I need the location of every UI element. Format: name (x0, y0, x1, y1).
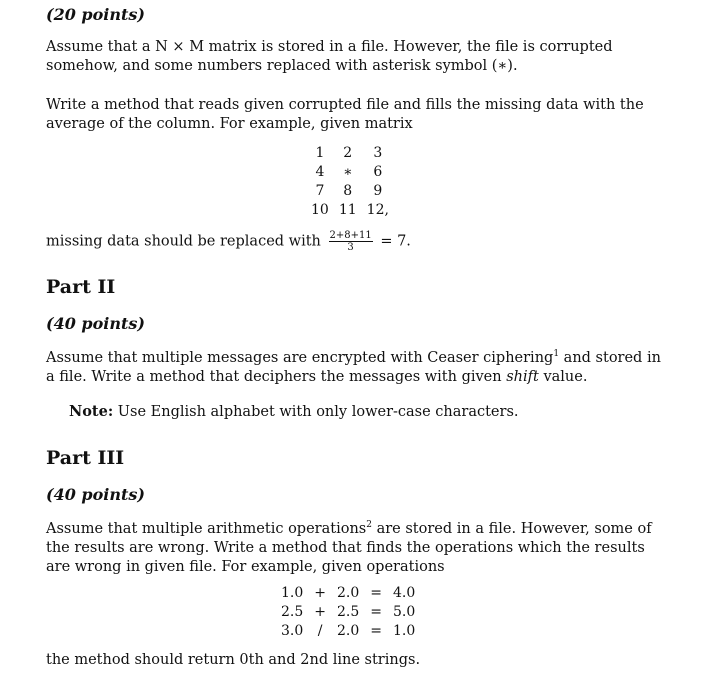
operation-cell: = (370, 622, 382, 639)
matrix-cell: 12, (366, 201, 389, 218)
fraction-numerator: 2+8+11 (329, 230, 372, 241)
matrix-cell: 1 (315, 144, 325, 161)
missing-text: missing data should be replaced with (46, 233, 321, 250)
operation-cell: 2.5 (281, 603, 304, 620)
operation-cell: 4.0 (393, 584, 416, 601)
note-text: Use English alphabet with only lower-case characters. (113, 404, 519, 420)
part1-points: (20 points) (46, 5, 145, 24)
matrix-cell: 6 (373, 163, 383, 180)
part1-paragraph-1: Assume that a N × M matrix is stored in a file. However, the file is corrupted somehow, and some numbers replaced with asterisk symbol (∗). (46, 39, 613, 74)
matrix-cell: 2 (343, 144, 353, 161)
operations-table (276, 583, 420, 640)
average-fraction (329, 230, 373, 253)
operation-cell: / (317, 622, 323, 639)
matrix-cell: 8 (343, 182, 353, 199)
matrix-cell: 4 (315, 163, 325, 180)
note-label: Note: (69, 403, 114, 420)
matrix-cell: 3 (373, 144, 383, 161)
part2-para-mid: and stored in a file. Write a method that deciphers the messages with given (46, 349, 661, 385)
operation-cell: 2.5 (337, 603, 360, 620)
matrix-cell: 11 (338, 201, 357, 218)
operation-cell: = (370, 603, 382, 620)
matrix-cell: ∗ (342, 163, 353, 180)
operation-cell: = (370, 584, 382, 601)
operation-cell: 2.0 (337, 622, 360, 639)
matrix-row (306, 181, 394, 200)
operation-row (276, 602, 420, 621)
shift-word: shift (506, 368, 539, 385)
matrix-row (306, 143, 394, 162)
part1-paragraph-2: Write a method that reads given corrupted file and fills the missing data with the average of the column. For example, given matrix (46, 97, 644, 132)
part3-para-lead: Assume that multiple arithmetic operations (46, 520, 367, 537)
average-result: = 7. (380, 233, 411, 250)
footnote-1: 1 (553, 349, 560, 359)
part3-paragraph (46, 516, 664, 577)
matrix-cell: 7 (315, 182, 325, 199)
operation-cell: 2.0 (337, 584, 360, 601)
operation-cell: 5.0 (393, 603, 416, 620)
fraction-denominator: 3 (347, 242, 354, 253)
part2-paragraph (46, 345, 664, 387)
part2-points: (40 points) (46, 314, 145, 333)
footnote-2: 2 (366, 520, 372, 530)
operation-cell: 1.0 (281, 584, 304, 601)
part3-para-tail: are stored in a file. However, some of the results are wrong. Write a method that finds the operations which the results are wrong in given file. For example, given operations (46, 520, 652, 575)
operation-row (276, 583, 420, 602)
matrix-cell: 9 (373, 182, 383, 199)
operation-cell: + (314, 603, 326, 620)
part3-points: (40 points) (46, 485, 145, 504)
part3-title: Part III (46, 447, 125, 469)
part2-note (69, 402, 687, 422)
part3-closing: the method should return 0th and 2nd line strings. (46, 652, 421, 668)
operation-cell: 3.0 (281, 622, 304, 639)
matrix-row (306, 200, 394, 219)
matrix-cell: 10 (311, 201, 329, 218)
operation-row (276, 621, 420, 640)
part1-missing-line (46, 230, 546, 253)
part2-title: Part II (46, 276, 116, 298)
part2-para-lead: Assume that multiple messages are encrypted with Ceaser ciphering (46, 349, 554, 366)
operation-cell: 1.0 (393, 622, 416, 639)
example-matrix (306, 143, 394, 219)
matrix-row (306, 162, 394, 181)
part2-para-tail: value. (538, 368, 588, 385)
operation-cell: + (314, 584, 326, 601)
